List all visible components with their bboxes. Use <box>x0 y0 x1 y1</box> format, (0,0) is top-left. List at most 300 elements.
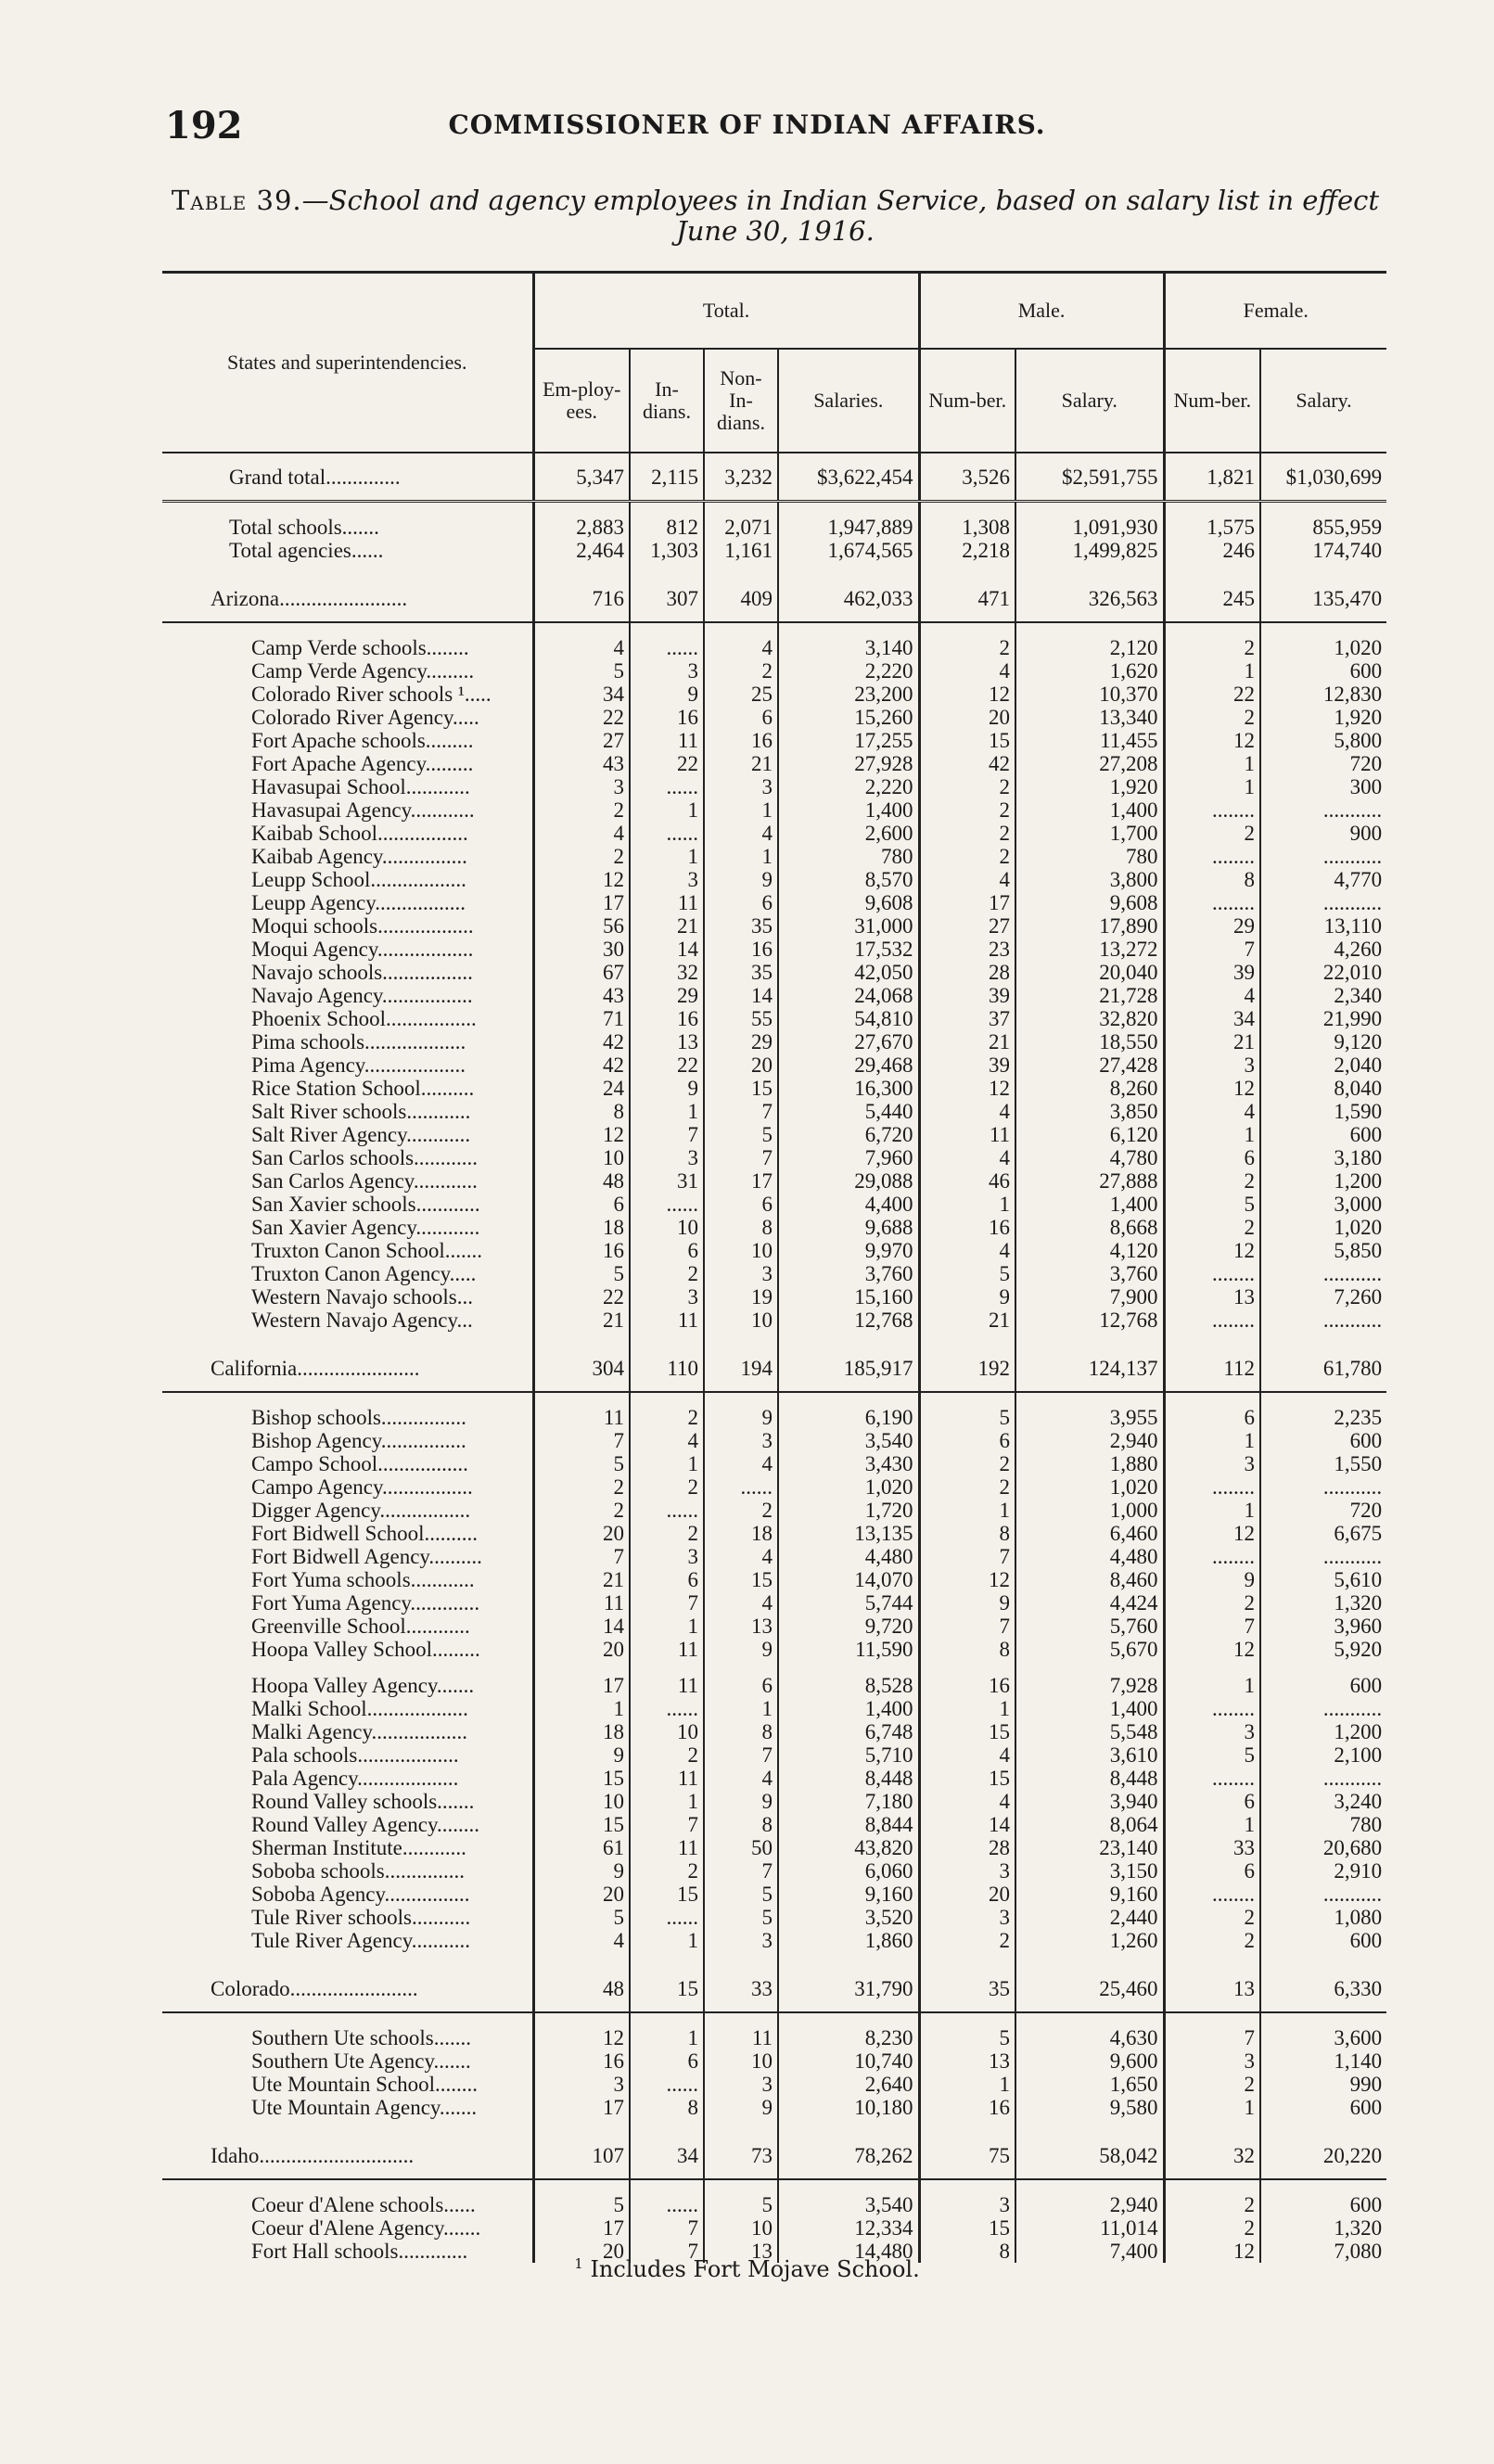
row-label: Leupp Agency................. <box>251 891 466 914</box>
state-row-california <box>162 1345 1386 1392</box>
cell: 2,220 <box>778 659 919 683</box>
row-label: San Carlos Agency............ <box>251 1169 478 1193</box>
cell: 5,850 <box>1260 1239 1386 1262</box>
cell: 174,740 <box>1260 539 1386 562</box>
cell: 2,340 <box>1260 984 1386 1007</box>
cell: 17,532 <box>778 938 919 961</box>
cell: 9,970 <box>778 1239 919 1262</box>
table-row <box>162 1007 1386 1030</box>
spacer-cell <box>1015 2119 1164 2132</box>
cell: 10,370 <box>1015 683 1164 706</box>
cell: 29 <box>704 1030 778 1053</box>
cell: 22 <box>533 706 630 729</box>
spacer-cell <box>704 1661 778 1674</box>
cell: 3 <box>630 1146 704 1169</box>
spacer-cell <box>1164 2119 1260 2132</box>
table-body <box>162 453 1386 2263</box>
cell: 8,844 <box>778 1813 919 1836</box>
male-number-header: Num-ber. <box>919 349 1015 453</box>
cell: 17 <box>533 2216 630 2240</box>
cell: 29 <box>1164 914 1260 938</box>
cell: 2 <box>1164 706 1260 729</box>
spacer-cell <box>919 502 1015 517</box>
cell: 3,800 <box>1015 868 1164 891</box>
cell: 16 <box>533 2049 630 2073</box>
cell: 1,920 <box>1260 706 1386 729</box>
cell: 37 <box>919 1007 1015 1030</box>
spacer-cell <box>778 502 919 517</box>
cell: 15 <box>919 1720 1015 1743</box>
cell: 27 <box>919 914 1015 938</box>
spacer-cell <box>1260 622 1386 636</box>
cell: 55 <box>704 1007 778 1030</box>
cell: 3 <box>919 1859 1015 1883</box>
cell: 33 <box>1164 1836 1260 1859</box>
cell: 3,955 <box>1015 1406 1164 1429</box>
cell: 17,890 <box>1015 914 1164 938</box>
cell: ........... <box>1260 1475 1386 1499</box>
cell: 6 <box>533 1193 630 1216</box>
cell: 9,120 <box>1260 1030 1386 1053</box>
cell: 12,768 <box>778 1309 919 1332</box>
cell: 8,448 <box>1015 1767 1164 1790</box>
cell: 1,020 <box>1260 1216 1386 1239</box>
cell: 4 <box>919 868 1015 891</box>
cell: 1,000 <box>1015 1499 1164 1522</box>
cell: 8,528 <box>778 1674 919 1697</box>
cell: 112 <box>1164 1345 1260 1392</box>
spacer-cell <box>919 1392 1015 1406</box>
running-head: COMMISSIONER OF INDIAN AFFAIRS. <box>448 109 1046 140</box>
cell: 600 <box>1260 1123 1386 1146</box>
cell: 14 <box>704 984 778 1007</box>
spacer-cell <box>704 1952 778 1965</box>
spacer-cell <box>919 2012 1015 2026</box>
cell: 8,040 <box>1260 1077 1386 1100</box>
spacer-cell <box>778 1952 919 1965</box>
cell: 1,161 <box>704 539 778 562</box>
cell: 3 <box>919 1906 1015 1929</box>
row-label: Round Valley schools....... <box>251 1790 475 1813</box>
row-label: Malki Agency.................. <box>251 1720 467 1743</box>
cell: ........ <box>1164 1309 1260 1332</box>
cell: 13,110 <box>1260 914 1386 938</box>
cell: 6,675 <box>1260 1522 1386 1545</box>
cell: 4 <box>533 1929 630 1952</box>
cell: 5 <box>919 1262 1015 1285</box>
spacer-row <box>162 1332 1386 1345</box>
cell: 1 <box>919 1193 1015 1216</box>
cell: 22 <box>630 752 704 775</box>
cell: 326,563 <box>1015 575 1164 622</box>
cell: 48 <box>533 1965 630 2012</box>
cell: 3,520 <box>778 1906 919 1929</box>
cell: 716 <box>533 575 630 622</box>
table-row <box>162 1522 1386 1545</box>
spacer-cell <box>630 622 704 636</box>
cell: 135,470 <box>1260 575 1386 622</box>
cell: 6 <box>630 2049 704 2073</box>
cell: 12 <box>1164 1638 1260 1661</box>
cell: 2,940 <box>1015 1429 1164 1452</box>
cell: 16 <box>919 1216 1015 1239</box>
spacer-cell <box>1164 1661 1260 1674</box>
cell: 3 <box>704 1929 778 1952</box>
cell: 2 <box>1164 1216 1260 1239</box>
cell: 14 <box>533 1615 630 1638</box>
cell: 2,100 <box>1260 1743 1386 1767</box>
cell: 9,600 <box>1015 2049 1164 2073</box>
cell: 10 <box>704 2216 778 2240</box>
row-label: Western Navajo schools... <box>251 1285 473 1309</box>
cell: 21 <box>704 752 778 775</box>
cell: ...... <box>630 2193 704 2216</box>
table-row <box>162 1309 1386 1332</box>
cell: 194 <box>704 1345 778 1392</box>
cell: 20,680 <box>1260 1836 1386 1859</box>
cell: 3 <box>1164 1452 1260 1475</box>
cell: 4 <box>704 1591 778 1615</box>
cell: 307 <box>630 575 704 622</box>
cell: 12 <box>1164 1239 1260 1262</box>
cell: ...... <box>630 1697 704 1720</box>
cell: ...... <box>704 1475 778 1499</box>
cell: 7 <box>630 1591 704 1615</box>
row-label: Truxton Canon Agency..... <box>251 1262 477 1285</box>
table-row <box>162 798 1386 822</box>
row-label: Pima schools................... <box>251 1030 466 1053</box>
cell: 1 <box>1164 1429 1260 1452</box>
table-label: Table 39. <box>171 185 302 216</box>
cell: $2,591,755 <box>1015 453 1164 502</box>
cell: 3 <box>919 2193 1015 2216</box>
spacer-cell <box>162 1661 533 1674</box>
cell: 2 <box>704 1499 778 1522</box>
row-label: Soboba Agency................ <box>251 1883 470 1906</box>
cell: 1,400 <box>778 798 919 822</box>
cell: 1 <box>704 1697 778 1720</box>
cell: 27,928 <box>778 752 919 775</box>
table-row <box>162 1697 1386 1720</box>
cell: 1,320 <box>1260 2216 1386 2240</box>
cell: 2,464 <box>533 539 630 562</box>
cell: 1,674,565 <box>778 539 919 562</box>
cell: 25 <box>704 683 778 706</box>
cell: 10 <box>630 1216 704 1239</box>
cell: 16 <box>630 1007 704 1030</box>
cell: 9,688 <box>778 1216 919 1239</box>
cell: 3,540 <box>778 1429 919 1452</box>
table-row <box>162 706 1386 729</box>
cell: 9 <box>630 683 704 706</box>
spacer-cell <box>533 1392 630 1406</box>
spacer-cell <box>1015 562 1164 575</box>
cell: 1 <box>630 2026 704 2049</box>
male-salary-header: Salary. <box>1015 349 1164 453</box>
cell: 1,575 <box>1164 516 1260 539</box>
spacer-row <box>162 502 1386 517</box>
spacer-cell <box>1015 1332 1164 1345</box>
cell: 855,959 <box>1260 516 1386 539</box>
row-label: Ute Mountain School........ <box>251 2073 479 2096</box>
cell: 2 <box>919 775 1015 798</box>
cell: 1 <box>1164 1813 1260 1836</box>
row-label: Pala Agency................... <box>251 1767 459 1790</box>
cell: 990 <box>1260 2073 1386 2096</box>
cell: 1 <box>1164 775 1260 798</box>
cell: 9,608 <box>1015 891 1164 914</box>
spacer-cell <box>630 2119 704 2132</box>
table-row <box>162 1790 1386 1813</box>
spacer-cell <box>533 2179 630 2193</box>
cell: 2 <box>1164 1929 1260 1952</box>
row-label: Navajo schools................. <box>251 961 473 984</box>
spacer-cell <box>778 2012 919 2026</box>
cell: 900 <box>1260 822 1386 845</box>
cell: 1,620 <box>1015 659 1164 683</box>
cell: 12 <box>533 1123 630 1146</box>
cell: 6,720 <box>778 1123 919 1146</box>
cell: 14 <box>630 938 704 961</box>
cell: 1,590 <box>1260 1100 1386 1123</box>
cell: 8,230 <box>778 2026 919 2049</box>
spacer-cell <box>1260 1392 1386 1406</box>
cell: 1 <box>1164 1123 1260 1146</box>
table-row <box>162 1239 1386 1262</box>
cell: ...... <box>630 636 704 659</box>
cell: 27 <box>533 729 630 752</box>
cell: 22 <box>1164 683 1260 706</box>
cell: 34 <box>533 683 630 706</box>
cell: 8,668 <box>1015 1216 1164 1239</box>
cell: 73 <box>704 2132 778 2179</box>
cell: 10,740 <box>778 2049 919 2073</box>
row-label: Bishop Agency................ <box>251 1429 466 1452</box>
row-label: Moqui Agency.................. <box>251 938 474 961</box>
cell: 3,850 <box>1015 1100 1164 1123</box>
cell: 1,020 <box>1260 636 1386 659</box>
cell: 9 <box>704 1406 778 1429</box>
row-label: Rice Station School.......... <box>251 1077 475 1100</box>
cell: 1,400 <box>1015 1697 1164 1720</box>
cell: 14,070 <box>778 1568 919 1591</box>
row-label: Pala schools................... <box>251 1743 459 1767</box>
row-label: Colorado River schools ¹..... <box>251 683 492 706</box>
cell: 2,640 <box>778 2073 919 2096</box>
table-title: —School and agency employees in Indian Service, based on salary list in effect June 30, 1916. <box>301 185 1380 247</box>
cell: 12 <box>1164 729 1260 752</box>
table-row <box>162 1720 1386 1743</box>
cell: 7,900 <box>1015 1285 1164 1309</box>
cell: 23,200 <box>778 683 919 706</box>
row-label: Fort Yuma Agency............. <box>251 1591 480 1615</box>
cell: 780 <box>1015 845 1164 868</box>
cell: 6 <box>630 1568 704 1591</box>
row-label: Campo School................. <box>251 1452 468 1475</box>
spacer-row <box>162 2179 1386 2193</box>
cell: ........ <box>1164 798 1260 822</box>
cell: 8,460 <box>1015 1568 1164 1591</box>
cell: 34 <box>630 2132 704 2179</box>
cell: 1 <box>1164 752 1260 775</box>
row-label: Malki School................... <box>251 1697 468 1720</box>
cell: 4 <box>704 1545 778 1568</box>
cell: 5,440 <box>778 1100 919 1123</box>
cell: ........ <box>1164 1883 1260 1906</box>
table-row <box>162 1475 1386 1499</box>
cell: 9 <box>919 1285 1015 1309</box>
cell: 2 <box>1164 2073 1260 2096</box>
spacer-cell <box>704 2012 778 2026</box>
cell: 11 <box>919 1123 1015 1146</box>
cell: 16 <box>919 2096 1015 2119</box>
stub-header: States and superintendencies. <box>162 273 533 453</box>
cell: 1,080 <box>1260 1906 1386 1929</box>
table-row <box>162 845 1386 868</box>
cell: 9,608 <box>778 891 919 914</box>
spacer-cell <box>919 562 1015 575</box>
cell: 5,347 <box>533 453 630 502</box>
cell: 4 <box>919 1790 1015 1813</box>
table-row <box>162 1813 1386 1836</box>
cell: 39 <box>919 984 1015 1007</box>
cell: 17 <box>704 1169 778 1193</box>
cell: 35 <box>919 1965 1015 2012</box>
cell: 31,790 <box>778 1965 919 2012</box>
female-salary-header: Salary. <box>1260 349 1386 453</box>
cell: 4,424 <box>1015 1591 1164 1615</box>
spacer-cell <box>704 2119 778 2132</box>
table-row <box>162 1545 1386 1568</box>
cell: 3 <box>704 1262 778 1285</box>
cell: 7 <box>533 1429 630 1452</box>
cell: 7 <box>704 1100 778 1123</box>
table-row <box>162 2096 1386 2119</box>
row-label: Havasupai Agency............ <box>251 798 475 822</box>
cell: 3,960 <box>1260 1615 1386 1638</box>
cell: 12 <box>1164 1522 1260 1545</box>
cell: 13 <box>1164 1285 1260 1309</box>
cell: 1,091,930 <box>1015 516 1164 539</box>
cell: 61,780 <box>1260 1345 1386 1392</box>
cell: ........ <box>1164 891 1260 914</box>
cell: 10,180 <box>778 2096 919 2119</box>
cell: 15 <box>533 1813 630 1836</box>
spacer-cell <box>1164 2179 1260 2193</box>
cell: 7,928 <box>1015 1674 1164 1697</box>
table-row <box>162 1429 1386 1452</box>
cell: 15 <box>533 1767 630 1790</box>
table-row <box>162 1615 1386 1638</box>
cell: 3,240 <box>1260 1790 1386 1813</box>
cell: 1 <box>533 1697 630 1720</box>
cell: 5 <box>704 1883 778 1906</box>
cell: 8 <box>919 1638 1015 1661</box>
cell: 21,990 <box>1260 1007 1386 1030</box>
cell: ........... <box>1260 1262 1386 1285</box>
cell: 20 <box>533 1883 630 1906</box>
cell: 1 <box>704 798 778 822</box>
cell: 600 <box>1260 1429 1386 1452</box>
cell: ........... <box>1260 845 1386 868</box>
cell: 471 <box>919 575 1015 622</box>
cell: 2 <box>533 845 630 868</box>
cell: 28 <box>919 1836 1015 1859</box>
cell: 4,780 <box>1015 1146 1164 1169</box>
spacer-cell <box>1015 622 1164 636</box>
spacer-cell <box>1015 2012 1164 2026</box>
cell: 28 <box>919 961 1015 984</box>
row-label: Total agencies...... <box>229 539 384 562</box>
table-row <box>162 1836 1386 1859</box>
spacer-cell <box>704 1332 778 1345</box>
table-row <box>162 1906 1386 1929</box>
cell: 39 <box>1164 961 1260 984</box>
row-label: California....................... <box>162 1345 533 1392</box>
spacer-cell <box>533 2119 630 2132</box>
cell: 780 <box>1260 1813 1386 1836</box>
cell: 15 <box>919 2216 1015 2240</box>
table-row <box>162 1638 1386 1661</box>
cell: 812 <box>630 516 704 539</box>
table-row <box>162 1499 1386 1522</box>
spacer-cell <box>1260 1332 1386 1345</box>
cell: 8 <box>704 1216 778 1239</box>
cell: 19 <box>704 1285 778 1309</box>
table-caption <box>165 185 1385 247</box>
spacer-cell <box>162 1392 533 1406</box>
cell: 9,160 <box>778 1883 919 1906</box>
spacer-cell <box>704 622 778 636</box>
cell: 7 <box>1164 938 1260 961</box>
row-label: Phoenix School................. <box>251 1007 477 1030</box>
cell: 6,120 <box>1015 1123 1164 1146</box>
cell: 185,917 <box>778 1345 919 1392</box>
row-label: Round Valley Agency........ <box>251 1813 479 1836</box>
cell: 600 <box>1260 2193 1386 2216</box>
cell: 15 <box>704 1568 778 1591</box>
cell: 1,720 <box>778 1499 919 1522</box>
cell: 21 <box>630 914 704 938</box>
cell: 5,760 <box>1015 1615 1164 1638</box>
row-label: Salt River Agency............ <box>251 1123 471 1146</box>
cell: ........... <box>1260 1697 1386 1720</box>
cell: 35 <box>704 961 778 984</box>
state-row-arizona <box>162 575 1386 622</box>
cell: ........... <box>1260 891 1386 914</box>
cell: 30 <box>533 938 630 961</box>
row-label: Pima Agency................... <box>251 1053 466 1077</box>
cell: 11 <box>533 1591 630 1615</box>
cell: 11,014 <box>1015 2216 1164 2240</box>
spacer-cell <box>1260 1952 1386 1965</box>
cell: 17 <box>533 2096 630 2119</box>
cell: 3 <box>533 775 630 798</box>
cell: ...... <box>630 2073 704 2096</box>
table-row <box>162 1591 1386 1615</box>
spacer-cell <box>630 1952 704 1965</box>
spacer-row <box>162 1952 1386 1965</box>
cell: 2 <box>533 1475 630 1499</box>
table-row <box>162 2049 1386 2073</box>
spacer-cell <box>704 1392 778 1406</box>
row-label: Fort Hall schools............. <box>251 2240 468 2263</box>
cell: 5 <box>919 2026 1015 2049</box>
spacer-cell <box>162 562 533 575</box>
cell: 43 <box>533 752 630 775</box>
cell: 3 <box>704 1429 778 1452</box>
spacer-cell <box>1260 502 1386 517</box>
